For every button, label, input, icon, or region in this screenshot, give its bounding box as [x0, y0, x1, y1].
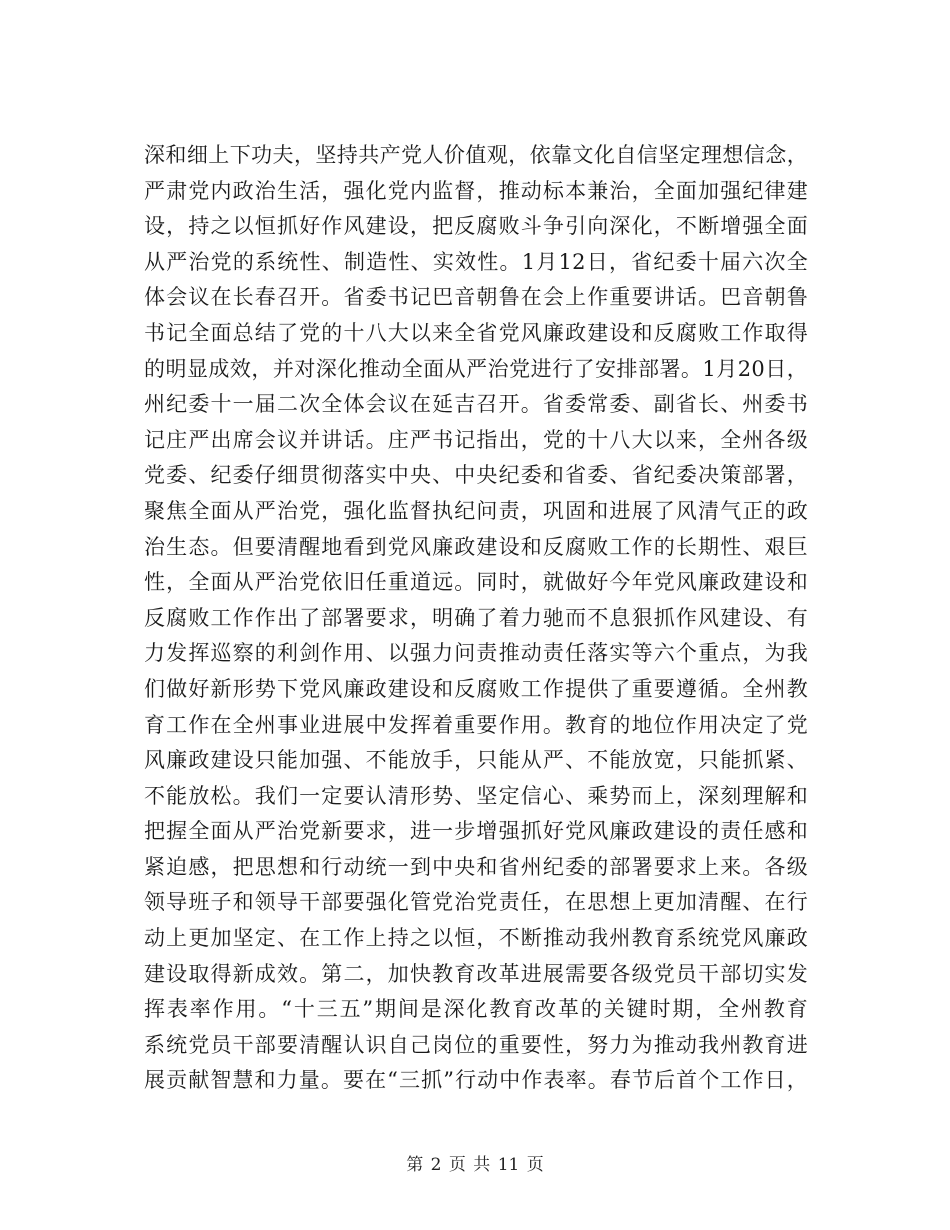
- text-line: 们做好新形势下党风廉政建设和反腐败工作提供了重要遵循。全州教: [144, 676, 808, 701]
- text-line: 育工作在全州事业进展中发挥着重要作用。教育的地位作用决定了党: [144, 712, 808, 737]
- text-line: 反腐败工作作出了部署要求，明确了着力驰而不息狠抓作风建设、有: [144, 605, 808, 630]
- body-text: [144, 138, 808, 1099]
- text-line: 力发挥巡察的利剑作用、以强力问责推动责任落实等六个重点，为我: [144, 641, 808, 666]
- text-line: 动上更加坚定、在工作上持之以恒，不断推动我州教育系统党风廉政: [144, 926, 808, 951]
- text-line: 不能放松。我们一定要认清形势、坚定信心、乘势而上，深刻理解和: [144, 783, 808, 808]
- text-line: 挥表率作用。“十三五”期间是深化教育改革的关键时期，全州教育: [144, 997, 808, 1022]
- text-line: 把握全面从严治党新要求，进一步增强抓好党风廉政建设的责任感和: [144, 819, 808, 844]
- text-line: 州纪委十一届二次全体会议在延吉召开。省委常委、副省长、州委书: [144, 392, 808, 417]
- text-line: 风廉政建设只能加强、不能放手，只能从严、不能放宽，只能抓紧、: [144, 748, 808, 773]
- text-line: 展贡献智慧和力量。要在“三抓”行动中作表率。春节后首个工作日，: [144, 1068, 808, 1093]
- text-line: 记庄严出席会议并讲话。庄严书记指出，党的十八大以来，全州各级: [144, 427, 808, 452]
- page-number-footer: 第 2 页 共 11 页: [406, 1155, 544, 1175]
- text-line: 深和细上下功夫，坚持共产党人价值观，依靠文化自信坚定理想信念，: [144, 143, 808, 167]
- text-line: 书记全面总结了党的十八大以来全省党风廉政建设和反腐败工作取得: [144, 320, 808, 345]
- text-line: 系统党员干部要清醒认识自己岗位的重要性，努力为推动我州教育进: [144, 1032, 808, 1057]
- text-line: 体会议在长春召开。省委书记巴音朝鲁在会上作重要讲话。巴音朝鲁: [144, 285, 808, 310]
- text-line: 设，持之以恒抓好作风建设，把反腐败斗争引向深化，不断增强全面: [144, 214, 808, 239]
- text-line: 从严治党的系统性、制造性、实效性。1月12日，省纪委十届六次全: [144, 249, 808, 274]
- text-line: 治生态。但要清醒地看到党风廉政建设和反腐败工作的长期性、艰巨: [144, 534, 808, 559]
- text-line: 领导班子和领导干部要强化管党治党责任，在思想上更加清醒、在行: [144, 890, 808, 915]
- text-line: 严肃党内政治生活，强化党内监督，推动标本兼治，全面加强纪律建: [144, 178, 808, 203]
- text-line: 聚焦全面从严治党，强化监督执纪问责，巩固和进展了风清气正的政: [144, 498, 808, 523]
- text-line: 建设取得新成效。第二，加快教育改革进展需要各级党员干部切实发: [144, 961, 808, 986]
- text-line: 性，全面从严治党依旧任重道远。同时，就做好今年党风廉政建设和: [144, 570, 808, 595]
- text-line: 的明显成效，并对深化推动全面从严治党进行了安排部署。1月20日，: [144, 356, 808, 381]
- text-line: 党委、纪委仔细贯彻落实中央、中央纪委和省委、省纪委决策部署，: [144, 463, 808, 488]
- text-line: 紧迫感，把思想和行动统一到中央和省州纪委的部署要求上来。各级: [144, 854, 808, 879]
